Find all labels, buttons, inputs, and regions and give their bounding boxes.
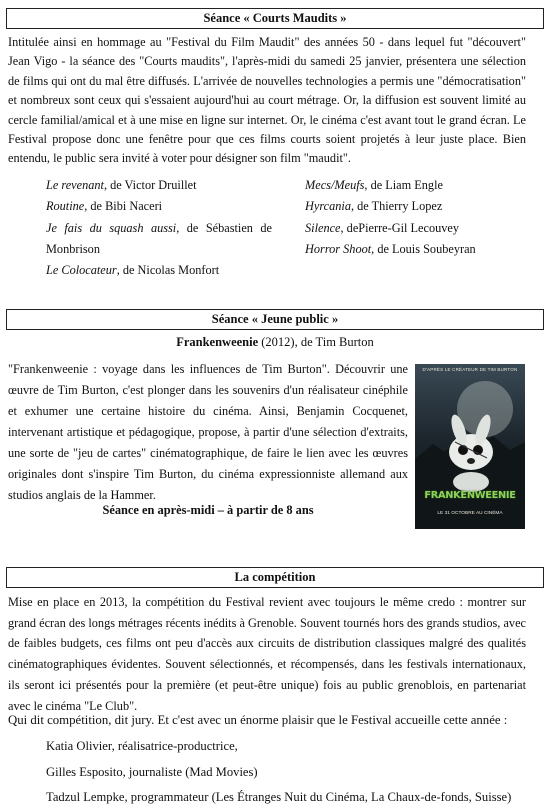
film-entry: Mecs/Meufs, de Liam Engle <box>305 178 443 192</box>
poster-logo: FRANKENWEENIE <box>424 490 516 501</box>
featured-film-credit: (2012), de Tim Burton <box>258 335 374 349</box>
jeune-public-description: "Frankenweenie : voyage dans les influences de Tim Burton". Découvrir une œuvre de Tim Burton, c'est plonger dans les souvenirs d'un réalisateur cinéphile et exhumer une certaine histoire du cinéma. Ainsi, Benjamin Cocquenet, intervenant artistique et pédagogique, propose, à partir d'une sélection d'extraits, une sorte de "jeu de cartes" cinématographique, de faire le lien avec les œuvres originales dont s'inspire Tim Burton, du cinéma expressionniste allemand aux studios anglais de la Hammer. <box>8 362 408 502</box>
jury-intro: Qui dit compétition, dit jury. Et c'est avec un énorme plaisir que le Festival accueille cette année : <box>8 713 508 727</box>
featured-film-line <box>0 335 550 350</box>
film-entry: Le Colocateur, de Nicolas Monfort <box>46 263 220 278</box>
jury-member: Tadzul Lempke, programmateur (Les Étranges Nuit du Cinéma, La Chaux-de-fonds, Suisse) <box>46 790 512 804</box>
section-heading-jeune-public: Séance « Jeune public » <box>6 309 544 330</box>
section-heading-competition: La compétition <box>6 567 544 588</box>
film-entry: Horror Shoot, de Louis Soubeyran <box>305 241 476 256</box>
poster-top-line: D'APRÈS LE CRÉATEUR DE TIM BURTON <box>422 367 518 372</box>
frankenweenie-poster <box>415 364 525 529</box>
courts-maudits-description: Intitulée ainsi en hommage au "Festival du Film Maudit" des années 50 - dans lequel fut "découvert" Jean Vigo - la séance des "Courts maudits", l'après-midi du samedi 25 janvier, présentera une sélection de films qui ont du mal être diffusés. L'arrivée de nouvelles technologies a permis une "démocratisation" et nombreux sont ceux qui s'essaient aujourd'hui au court métrage. Or, la diffusion est souvent limité au cercle familial/amical et à une mise en ligne sur internet. Or, le cinéma c'est avant tout le grand écran. Le Festival propose donc une fenêtre pour que ces films courts soient projetés à leur juste place. Bien entendu, le public sera invité à voter pour désigner son film "maudit". <box>8 35 526 166</box>
poster-artwork <box>415 364 525 529</box>
film-entry: Le revenant, de Victor Druillet <box>46 178 197 192</box>
film-entry: Je fais du squash aussi, de Sébastien de <box>46 220 272 235</box>
competition-description: Mise en place en 2013, la compétition du Festival revient avec toujours le même credo : montrer sur grand écran des longs métrages récents inédits à Grenoble. Souvent tournés hors des grands studios, avec de faibles budgets, ces films ont peu d'accès aux circuits de distribution classiques malgré des qualités cinématographiques évidentes. Souvent sélectionnés, et récompensés, dans les festivals internationaux, ils seront ici présentés pour la première (et peut-être unique) fois au public grenoblois, en partenariat avec le cinéma "Le Club". <box>8 595 526 713</box>
film-entry: Hyrcania, de Thierry Lopez <box>305 199 443 214</box>
section-heading-courts-maudits: Séance « Courts Maudits » <box>6 8 544 29</box>
session-schedule: Séance en après-midi – à partir de 8 ans <box>102 503 314 517</box>
short-films-right-column <box>305 175 525 260</box>
film-entry: Routine, de Bibi Naceri <box>46 199 163 214</box>
jury-member: Katia Olivier, réalisatrice-productrice, <box>46 739 238 753</box>
jury-list <box>46 734 511 811</box>
film-entry-continued: Monbrison <box>46 241 100 256</box>
jury-member: Gilles Esposito, journaliste (Mad Movies) <box>46 764 258 779</box>
film-entry: Silence, dePierre-Gil Lecouvey <box>305 220 459 235</box>
featured-film-title: Frankenweenie <box>176 335 259 349</box>
poster-release-date: LE 31 OCTOBRE AU CINÉMA <box>437 511 503 516</box>
short-films-left-column <box>46 175 272 281</box>
